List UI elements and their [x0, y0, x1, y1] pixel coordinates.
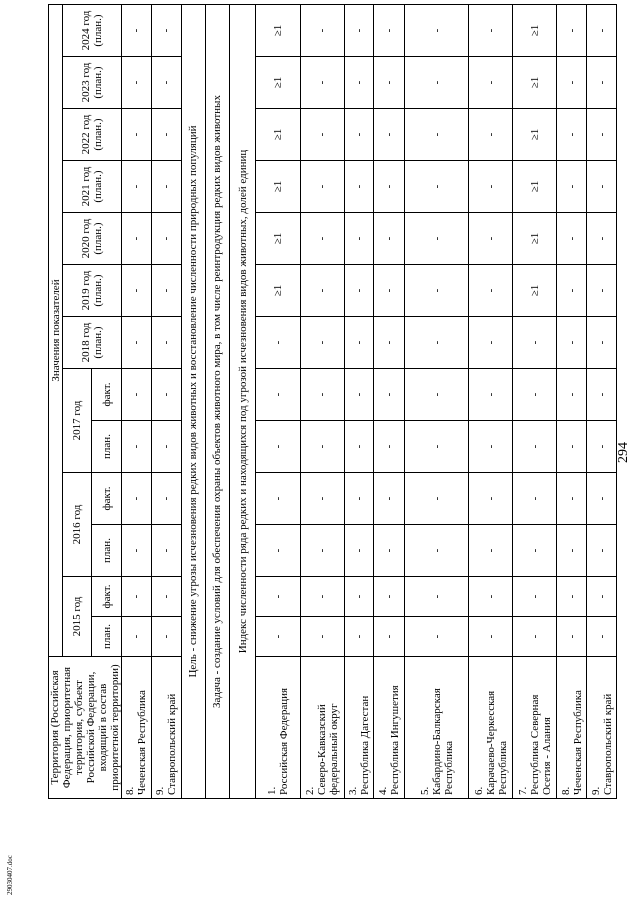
value-cell: - — [374, 369, 405, 421]
task-text: Задача - создание условий для обеспечения охраны объектов животного мира, в том числе реинтродукция редких видов животных — [205, 5, 229, 799]
value-cell: - — [557, 421, 587, 473]
value-cell: - — [344, 617, 374, 657]
value-cell: - — [300, 109, 344, 161]
table-row — [587, 5, 617, 799]
value-cell: - — [300, 617, 344, 657]
value-cell: - — [151, 213, 181, 265]
section-row — [181, 5, 205, 799]
value-cell: - — [557, 5, 587, 57]
fact-subheader: факт. — [92, 473, 122, 525]
region-cell — [122, 657, 152, 799]
region-name: Чеченская Республика — [571, 690, 584, 795]
value-cell: - — [587, 109, 617, 161]
section-row — [230, 5, 256, 799]
row-number: 4. — [377, 786, 390, 795]
value-cell: - — [151, 57, 181, 109]
value-cell: - — [587, 265, 617, 317]
year-header-2017: 2017 год — [63, 369, 92, 473]
table-row — [256, 5, 300, 799]
region-name: Ставропольский край — [166, 693, 179, 795]
value-cell: - — [405, 265, 469, 317]
value-cell: - — [469, 57, 513, 109]
row-number: 2. — [304, 786, 317, 795]
value-cell: - — [405, 161, 469, 213]
row-number: 9. — [589, 786, 602, 795]
region-cell — [469, 657, 513, 799]
value-cell: - — [469, 213, 513, 265]
plan-subheader: план. — [92, 421, 122, 473]
value-cell: - — [300, 421, 344, 473]
value-cell: - — [256, 473, 300, 525]
value-cell: - — [374, 617, 405, 657]
value-cell: ≥1 — [256, 5, 300, 57]
value-cell: - — [405, 109, 469, 161]
region-cell — [151, 657, 181, 799]
value-cell: - — [300, 577, 344, 617]
territory-column-header: Территория (Российская Федерация, приоритетная территория, субъект Российской Федерации, входящий в состав приоритетной территории) — [49, 657, 122, 799]
region-name: Кабардино-Балкарская Республика — [430, 688, 455, 795]
year-header-2015: 2015 год — [63, 577, 92, 657]
value-cell: - — [122, 161, 152, 213]
region-cell — [405, 657, 469, 799]
value-cell: - — [151, 109, 181, 161]
value-cell: - — [344, 577, 374, 617]
value-cell: - — [557, 161, 587, 213]
value-cell: - — [256, 317, 300, 369]
row-number: 9. — [154, 786, 167, 795]
value-cell: - — [344, 213, 374, 265]
value-cell: - — [122, 525, 152, 577]
value-cell: - — [374, 525, 405, 577]
value-cell: - — [122, 57, 152, 109]
value-cell: ≥1 — [256, 161, 300, 213]
value-cell: - — [513, 421, 557, 473]
region-cell — [256, 657, 300, 799]
plan-year-header: 2022 год (план.) — [63, 109, 122, 161]
value-cell: - — [151, 265, 181, 317]
row-number: 7. — [516, 786, 529, 795]
value-cell: - — [256, 369, 300, 421]
year-header-2016: 2016 год — [63, 473, 92, 577]
value-cell: - — [122, 213, 152, 265]
value-cell: - — [344, 5, 374, 57]
row-number: 8. — [124, 786, 137, 795]
value-cell: - — [587, 57, 617, 109]
value-cell: - — [587, 577, 617, 617]
value-cell: - — [587, 213, 617, 265]
value-cell: - — [557, 265, 587, 317]
value-cell: ≥1 — [513, 265, 557, 317]
value-cell: - — [122, 5, 152, 57]
value-cell: - — [344, 57, 374, 109]
table-row — [374, 5, 405, 799]
value-cell: ≥1 — [513, 161, 557, 213]
value-cell: - — [469, 421, 513, 473]
value-cell: - — [374, 317, 405, 369]
region-name: Республика Дагестан — [359, 695, 372, 795]
value-cell: ≥1 — [256, 213, 300, 265]
value-cell: - — [151, 5, 181, 57]
value-cell: - — [151, 317, 181, 369]
value-cell: - — [469, 265, 513, 317]
value-cell: - — [151, 369, 181, 421]
document-id: 29030407.doc — [6, 855, 14, 895]
value-cell: - — [513, 369, 557, 421]
value-cell: - — [122, 473, 152, 525]
plan-year-header: 2018 год (план.) — [63, 317, 122, 369]
plan-subheader: план. — [92, 525, 122, 577]
table-row — [405, 5, 469, 799]
table-row — [513, 5, 557, 799]
plan-year-header: 2021 год (план.) — [63, 161, 122, 213]
row-number: 5. — [418, 786, 431, 795]
value-cell: - — [513, 525, 557, 577]
values-group-header: Значения показателей — [49, 5, 63, 657]
value-cell: - — [557, 473, 587, 525]
value-cell: - — [469, 369, 513, 421]
value-cell: ≥1 — [256, 109, 300, 161]
value-cell: - — [256, 577, 300, 617]
region-cell — [557, 657, 587, 799]
value-cell: - — [557, 577, 587, 617]
value-cell: - — [374, 5, 405, 57]
plan-year-header: 2023 год (план.) — [63, 57, 122, 109]
table-row — [557, 5, 587, 799]
indicator-table — [48, 4, 617, 799]
value-cell: - — [151, 473, 181, 525]
value-cell: - — [374, 213, 405, 265]
value-cell: - — [469, 577, 513, 617]
value-cell: - — [374, 473, 405, 525]
table-row — [469, 5, 513, 799]
value-cell: - — [122, 109, 152, 161]
fact-subheader: факт. — [92, 369, 122, 421]
value-cell: - — [256, 525, 300, 577]
value-cell: - — [300, 265, 344, 317]
value-cell: - — [344, 369, 374, 421]
value-cell: - — [122, 317, 152, 369]
region-name: Ставропольский край — [601, 693, 614, 795]
value-cell: - — [557, 369, 587, 421]
value-cell: - — [405, 57, 469, 109]
value-cell: - — [122, 369, 152, 421]
region-cell — [587, 657, 617, 799]
value-cell: - — [405, 5, 469, 57]
indicator-text: Индекс численности ряда редких и находящихся под угрозой исчезновения видов животных, долей единиц — [230, 5, 256, 799]
value-cell: - — [469, 109, 513, 161]
plan-year-header: 2019 год (план.) — [63, 265, 122, 317]
value-cell: - — [151, 617, 181, 657]
value-cell: - — [344, 109, 374, 161]
value-cell: - — [557, 57, 587, 109]
plan-year-header: 2020 год (план.) — [63, 213, 122, 265]
row-number: 1. — [266, 786, 279, 795]
value-cell: - — [122, 265, 152, 317]
value-cell: - — [469, 617, 513, 657]
value-cell: - — [151, 161, 181, 213]
value-cell: - — [374, 57, 405, 109]
value-cell: - — [469, 5, 513, 57]
value-cell: - — [557, 617, 587, 657]
value-cell: ≥1 — [513, 109, 557, 161]
value-cell: ≥1 — [513, 213, 557, 265]
region-name: Чеченская Республика — [136, 690, 149, 795]
value-cell: - — [256, 421, 300, 473]
value-cell: - — [405, 421, 469, 473]
table-row — [151, 5, 181, 799]
value-cell: - — [374, 161, 405, 213]
region-name: Карачаево-Черкесская Республика — [484, 690, 509, 795]
value-cell: - — [587, 525, 617, 577]
value-cell: - — [587, 617, 617, 657]
region-cell — [513, 657, 557, 799]
value-cell: - — [587, 161, 617, 213]
region-cell — [300, 657, 344, 799]
value-cell: - — [151, 525, 181, 577]
table-row — [122, 5, 152, 799]
value-cell: - — [374, 265, 405, 317]
value-cell: ≥1 — [256, 57, 300, 109]
value-cell: - — [300, 161, 344, 213]
value-cell: - — [256, 617, 300, 657]
value-cell: - — [122, 617, 152, 657]
page-number: 294 — [616, 442, 631, 463]
value-cell: - — [151, 421, 181, 473]
value-cell: ≥1 — [513, 5, 557, 57]
value-cell: - — [405, 525, 469, 577]
value-cell: - — [469, 525, 513, 577]
value-cell: - — [513, 577, 557, 617]
value-cell: - — [469, 473, 513, 525]
value-cell: - — [122, 577, 152, 617]
value-cell: - — [374, 109, 405, 161]
region-cell — [344, 657, 374, 799]
value-cell: - — [557, 109, 587, 161]
value-cell: - — [513, 473, 557, 525]
region-cell — [374, 657, 405, 799]
goal-text: Цель - снижение угрозы исчезновения редких видов животных и восстановление численности природных популяций — [181, 5, 205, 799]
value-cell: - — [587, 317, 617, 369]
value-cell: - — [300, 525, 344, 577]
region-name: Республика Северная Осетия - Алания — [528, 694, 553, 795]
value-cell: - — [587, 5, 617, 57]
row-number: 8. — [559, 786, 572, 795]
value-cell: - — [587, 369, 617, 421]
value-cell: - — [469, 161, 513, 213]
value-cell: - — [300, 369, 344, 421]
value-cell: - — [405, 317, 469, 369]
value-cell: - — [374, 577, 405, 617]
value-cell: - — [557, 213, 587, 265]
value-cell: - — [587, 473, 617, 525]
value-cell: - — [300, 213, 344, 265]
value-cell: - — [405, 577, 469, 617]
value-cell: - — [300, 473, 344, 525]
region-name: Северо-Кавказский федеральный округ — [316, 703, 341, 795]
value-cell: - — [344, 161, 374, 213]
value-cell: - — [300, 317, 344, 369]
value-cell: - — [300, 57, 344, 109]
value-cell: - — [344, 421, 374, 473]
value-cell: - — [469, 317, 513, 369]
value-cell: - — [557, 317, 587, 369]
section-row — [205, 5, 229, 799]
value-cell: ≥1 — [256, 265, 300, 317]
value-cell: - — [344, 525, 374, 577]
fact-subheader: факт. — [92, 577, 122, 617]
region-name: Российская Федерация — [278, 687, 291, 795]
value-cell: - — [300, 5, 344, 57]
value-cell: ≥1 — [513, 57, 557, 109]
value-cell: - — [405, 617, 469, 657]
plan-year-header: 2024 год (план.) — [63, 5, 122, 57]
table-row — [300, 5, 344, 799]
plan-subheader: план. — [92, 617, 122, 657]
value-cell: - — [405, 473, 469, 525]
table-row — [344, 5, 374, 799]
value-cell: - — [405, 213, 469, 265]
value-cell: - — [587, 421, 617, 473]
value-cell: - — [405, 369, 469, 421]
row-number: 3. — [347, 786, 360, 795]
value-cell: - — [513, 617, 557, 657]
value-cell: - — [513, 317, 557, 369]
region-name: Республика Ингушетия — [389, 685, 402, 795]
value-cell: - — [344, 473, 374, 525]
value-cell: - — [344, 317, 374, 369]
value-cell: - — [122, 421, 152, 473]
value-cell: - — [557, 525, 587, 577]
value-cell: - — [344, 265, 374, 317]
value-cell: - — [151, 577, 181, 617]
row-number: 6. — [472, 786, 485, 795]
value-cell: - — [374, 421, 405, 473]
